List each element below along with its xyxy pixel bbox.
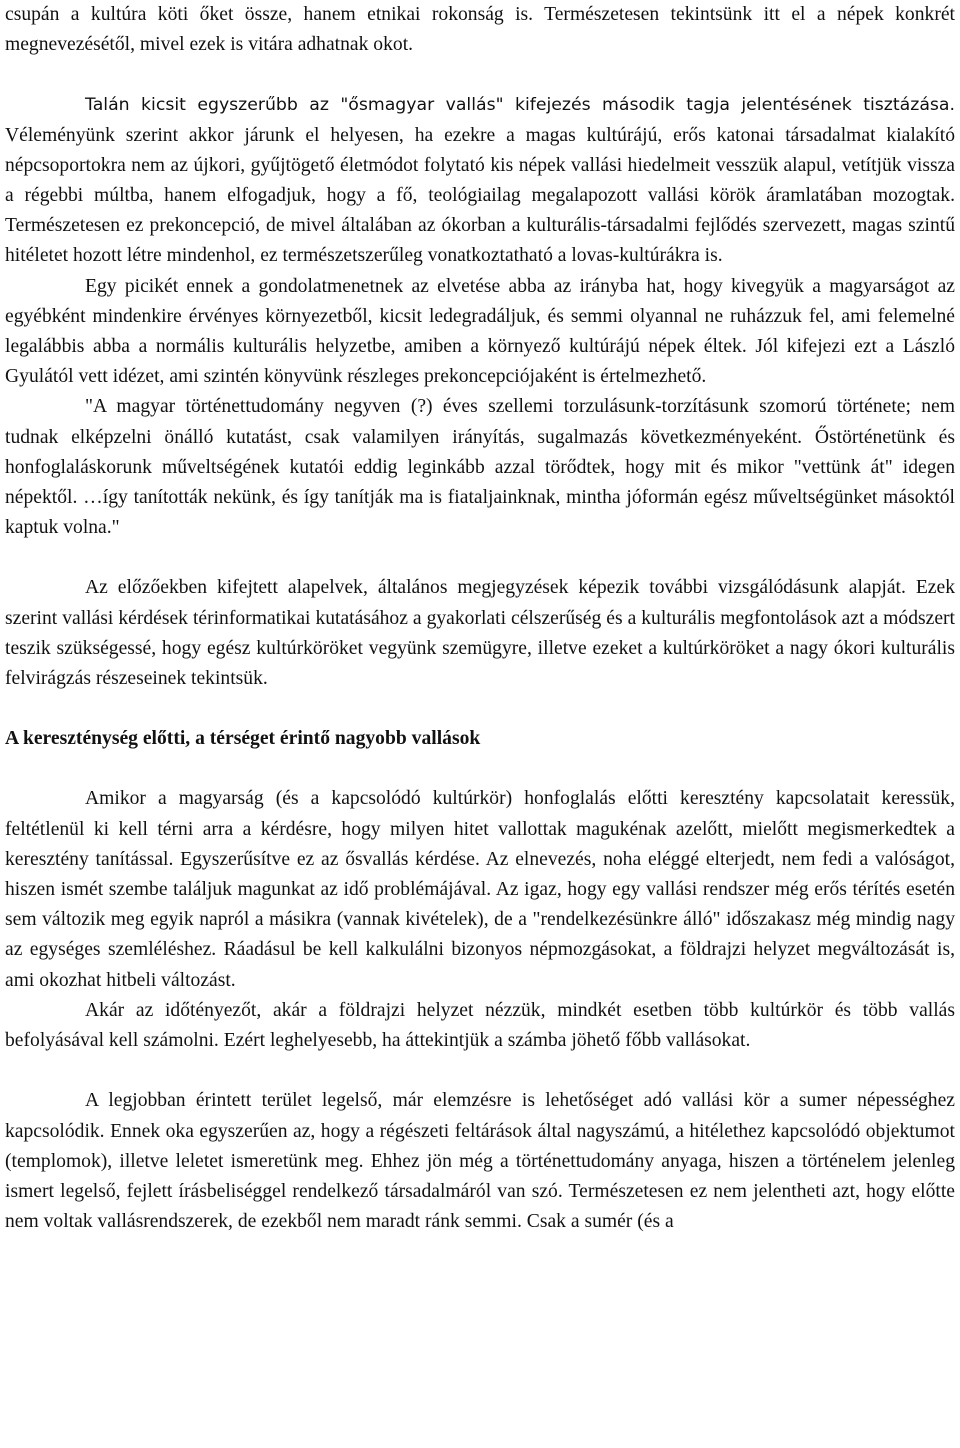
paragraph-7: Akár az időtényezőt, akár a földrajzi helyzet nézzük, mindkét esetben több kultúrkör és több vallás befolyásával kell számolni. Ezért leghelyesebb, ha áttekintjük a számba jöhető főbb vallásokat. — [5, 999, 955, 1052]
paragraph-5: Az előzőekben kifejtett alapelvek, általános megjegyzések képezik további vizsgálódásunk alapját. Ezek szerint vallási kérdések térinformatikai kutatásához a gyakorlati célszerűség és a kulturális megfontolások azt a módszert teszik szükségessé, hogy egész kultúrköröket vegyünk szemügyre, illetve ezeket a kultúrköröket a nagy ókori kulturális felvirágzás részeseinek tekintsük. — [5, 577, 955, 690]
section-heading: A kereszténység előtti, a térséget érintő nagyobb vallások — [5, 728, 481, 750]
paragraph-gap — [5, 543, 955, 573]
paragraph-8: A legjobban érintett terület legelső, már elemzésre is lehetőséget adó vallási kör a sumer népességhez kapcsolódik. Ennek oka egyszerűen az, hogy a régészeti feltárások által nagyszámú, a hitélethez kapcsolódó objektumot (templomok), illetve leletet ismeretünk meg. Ehhez jön még a történettudomány anyaga, hiszen a történelem jelenleg ismert legelső, fejlett írásbeliséggel rendelkező társadalmáról van szó. Természetesen ez nem jelentheti azt, hogy előtte nem voltak vallásrendszerek, de ezekből nem maradt ránk semmi. Csak a sumér (és a — [5, 1090, 955, 1233]
paragraph-gap — [5, 1056, 955, 1086]
quotation-paragraph: "A magyar történettudomány negyven (?) éves szellemi torzulásunk-torzításunk szomorú története; nem tudnak elképzelni önálló kutatást, csak valamilyen irányítás, sugalmazás következményeként. Őstörténetünk és honfoglaláskorunk műveltségének kutatói eddig leginkább azzal törődtek, hogy mit és mikor "vettünk át" idegen népektől. …így tanították nekünk, és így tanítják ma is fiataljainknak, mintha jóformán egész műveltségünket másoktól kaptuk volna." — [5, 396, 955, 539]
paragraph-1: csupán a kultúra köti őket össze, hanem etnikai rokonság is. Természetesen tekintsünk itt el a népek konkrét megnevezésétől, mivel ezek is vitára adhatnak okot. — [5, 4, 955, 56]
paragraph-gap — [5, 60, 955, 90]
paragraph-2-body: Véleményünk szerint akkor járunk el helyesen, ha ezekre a magas kultúrájú, erős katonai társadalmat kialakító népcsoportokra nem az újkori, gyűjtögető életmódot folytató kis népek vallási hiedelmeit vesszük alapul, vetítjük vissza a régebbi múltba, hanem elfogadjuk, hogy a fő, teológiailag megalapozott vallási körök áramlatában mozogtak. — [5, 124, 955, 207]
paragraph-3: Egy picikét ennek a gondolatmenetnek az elvetése abba az irányba hat, hogy kivegyük a magyarságot az egyébként mindenkire érvényes környezetből, kicsit ledegradáljuk, és semmi olyannal ne ruházzuk fel, ami felemelné legalábbis abba a normális kulturális helyzetbe, amiben a környező kultúrájú népek éltek. Jól kifejezi ezt a László Gyulától vett idézet, ami szintén könyvünk részleges prekoncepciójaként is értelmezhető. — [5, 275, 955, 388]
paragraph-2 — [5, 90, 955, 271]
paragraph-2-opening: Talán kicsit egyszerűbb az "ősmagyar vallás" kifejezés második tagja jelentésének tisztázása. — [85, 95, 955, 116]
paragraph-gap — [5, 694, 955, 724]
paragraph-2-ending: Természetesen ez prekoncepció, de mivel általában az ókorban a kulturális-társadalmi fejlődés szervezett, magas szintű hitéletet hozott létre mindenhol, ez természetszerűleg vonatkoztatható a lovas-kultúrákra is. — [5, 215, 955, 267]
paragraph-6: Amikor a magyarság (és a kapcsolódó kultúrkör) honfoglalás előtti keresztény kapcsolatait keressük, feltétlenül ki kell térni arra a kérdésre, hogy milyen hitet vallottak magukénak azelőtt, mielőtt megismerkedtek a keresztény tanítással. Egyszerűsítve ez az ősvallás kérdése. Az elnevezés, noha eléggé elterjedt, nem fedi a valóságot, hiszen ismét szembe találjuk magunkat az idő problémájával. Az igaz, hogy egy vallási rendszer még erős térítés esetén sem változik meg egyik napról a másikra (vannak kivételek), de a "rendelkezésünkre álló" időszakasz még mindig nagy az egységes szemléléshez. Ráadásul be kell kalkulálni bizonyos népmozgásokat, a földrajzi helyzet megváltozását is, ami okozhat hitbeli változást. — [5, 788, 955, 991]
document-page — [5, 0, 955, 1237]
paragraph-gap — [5, 754, 955, 784]
